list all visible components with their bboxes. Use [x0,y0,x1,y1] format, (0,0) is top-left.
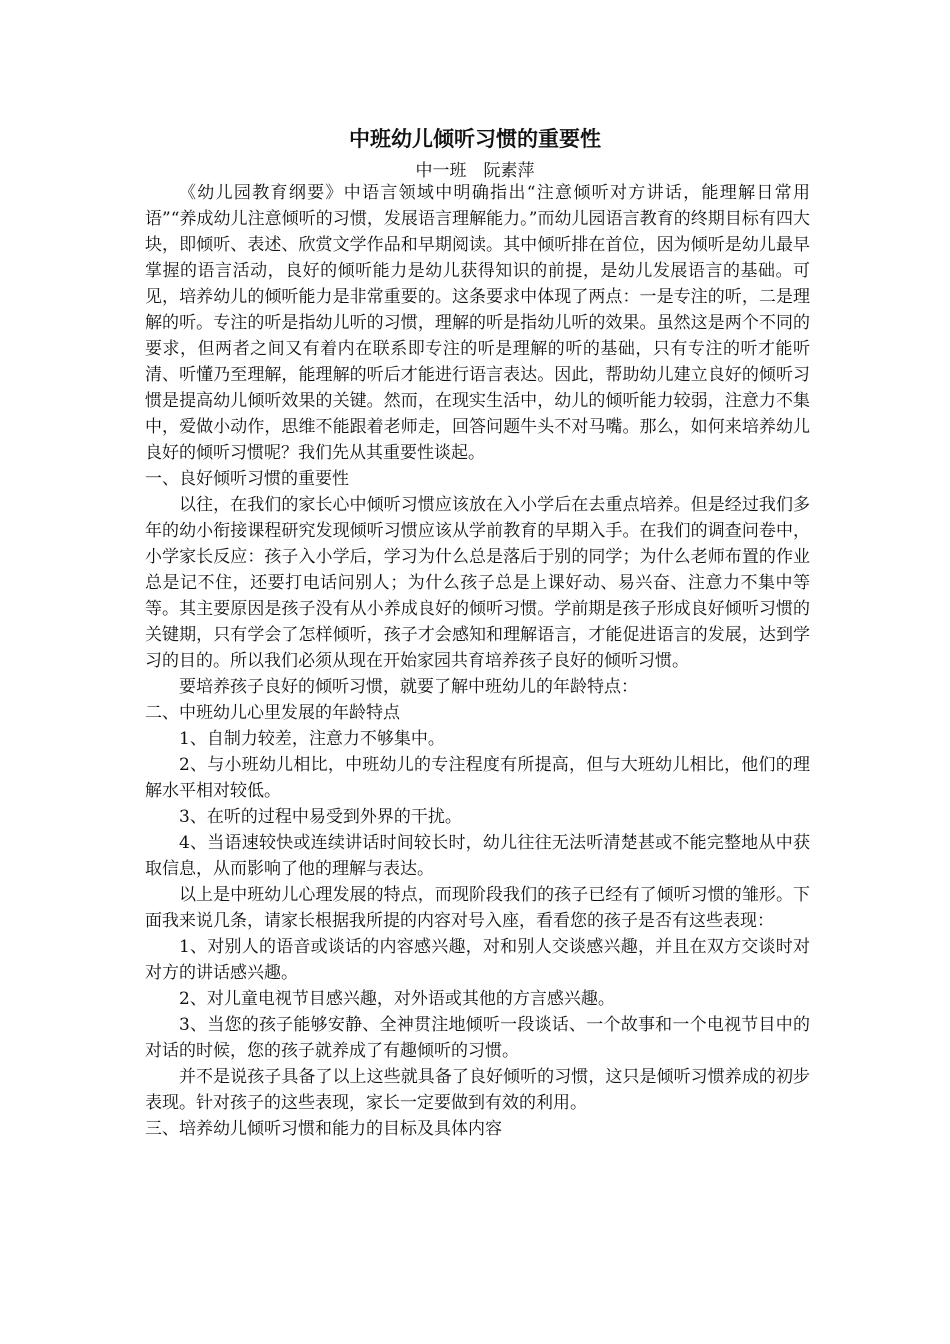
section-heading-1: 一、良好倾听习惯的重要性 [145,469,349,489]
list-item: 1、自制力较差，注意力不够集中。 [179,729,445,749]
list-item: 3、当您的孩子能够安静、全神贯注地倾听一段谈话、一个故事和一个电视节目中的对话的时候，您的孩子就养成了有趣倾听的习惯。 [145,1015,810,1061]
document-title: 中班幼儿倾听习惯的重要性 [349,127,601,151]
list-item: 2、对儿童电视节目感兴趣，对外语或其他的方言感兴趣。 [179,989,615,1009]
paragraph: 以往，在我们的家长心中倾听习惯应该放在入小学后在去重点培养。但是经过我们多年的幼小衔接课程研究发现倾听习惯应该从学前教育的早期入手。在我们的调查问卷中，小学家长反应：孩子入小学后，学习为什么总是落后于别的同学；为什么老师布置的作业总是记不住，还要打电话问别人；为什么孩子总是上课好动、易兴奋、注意力不集中等等。其主要原因是孩子没有从小养成良好的倾听习惯。学前期是孩子形成良好倾听习惯的关键期，只有学会了怎样倾听，孩子才会感知和理解语言，才能促进语言的发展，达到学习的目的。所以我们必须从现在开始家园共育培养孩子良好的倾听习惯。 [145,495,810,671]
section-heading-3: 三、培养幼儿倾听习惯和能力的目标及具体内容 [145,1119,502,1139]
author-line: 中一班 阮素萍 [415,161,535,181]
intro-paragraph: 《幼儿园教育纲要》中语言领域中明确指出“注意倾听对方讲话，能理解日常用语”“养成幼儿注意倾听的习惯，发展语言理解能力。”而幼儿园语言教育的终期目标有四大块，即倾听、表述、欣赏文学作品和早期阅读。其中倾听排在首位，因为倾听是幼儿最早掌握的语言活动，良好的倾听能力是幼儿获得知识的前提，是幼儿发展语言的基础。可见，培养幼儿的倾听能力是非常重要的。这条要求中体现了两点：一是专注的听，二是理解的听。专注的听是指幼儿听的习惯，理解的听是指幼儿听的效果。虽然这是两个不同的要求，但两者之间又有着内在联系即专注的听是理解的听的基础，只有专注的听才能听清、听懂乃至理解，能理解的听后才能进行语言表达。因此，帮助幼儿建立良好的倾听习惯是提高幼儿倾听效果的关键。然而，在现实生活中，幼儿的倾听能力较弱，注意力不集中，爱做小动作，思维不能跟着老师走，回答问题牛头不对马嘴。那么，如何来培养幼儿良好的倾听习惯呢？我们先从其重要性谈起。 [145,183,810,463]
section-heading-2: 二、中班幼儿心里发展的年龄特点 [145,703,400,723]
paragraph: 以上是中班幼儿心理发展的特点，而现阶段我们的孩子已经有了倾听习惯的雏形。下面我来说几条，请家长根据我所提的内容对号入座，看看您的孩子是否有这些表现： [145,885,810,931]
paragraph: 要培养孩子良好的倾听习惯，就要了解中班幼儿的年龄特点： [179,677,638,697]
list-item: 4、当语速较快或连续讲话时间较长时，幼儿往往无法听清楚甚或不能完整地从中获取信息，从而影响了他的理解与表达。 [145,833,810,879]
list-item: 3、在听的过程中易受到外界的干扰。 [179,807,462,827]
paragraph: 并不是说孩子具备了以上这些就具备了良好倾听的习惯，这只是倾听习惯养成的初步表现。针对孩子的这些表现，家长一定要做到有效的利用。 [145,1067,810,1113]
list-item: 2、与小班幼儿相比，中班幼儿的专注程度有所提高，但与大班幼儿相比，他们的理解水平相对较低。 [145,755,810,801]
list-item: 1、对别人的语音或谈话的内容感兴趣，对和别人交谈感兴趣，并且在双方交谈时对对方的讲话感兴趣。 [145,937,810,983]
document-body [145,180,810,1142]
